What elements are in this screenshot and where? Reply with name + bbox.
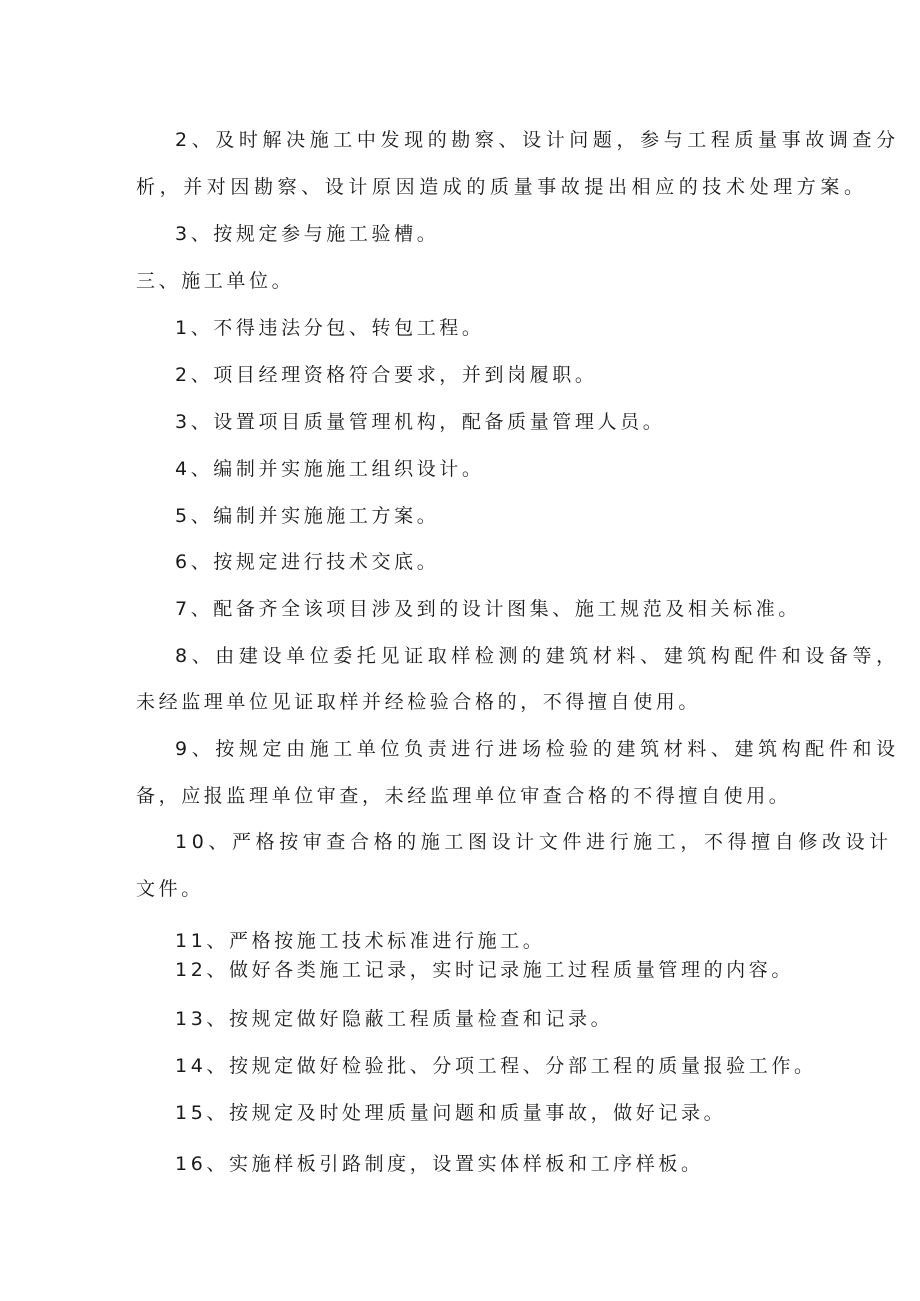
paragraph-line: 7、配备齐全该项目涉及到的设计图集、施工规范及相关标准。 xyxy=(175,598,801,620)
paragraph-line: 13、按规定做好隐蔽工程质量检查和记录。 xyxy=(175,1008,614,1030)
paragraph-line: 10、严格按审查合格的施工图设计文件进行施工，不得擅自修改设计 xyxy=(175,831,893,853)
section-heading: 三、施工单位。 xyxy=(136,270,295,292)
paragraph-line: 8、由建设单位委托见证取样检测的建筑材料、建筑构配件和设备等， xyxy=(175,645,900,667)
paragraph-line: 15、按规定及时处理质量问题和质量事故，做好记录。 xyxy=(175,1102,727,1124)
paragraph-line: 6、按规定进行技术交底。 xyxy=(175,551,440,573)
paragraph-line: 文件。 xyxy=(136,878,204,900)
paragraph-line: 未经监理单位见证取样并经检验合格的，不得擅自使用。 xyxy=(136,691,702,713)
paragraph-line: 1、不得违法分包、转包工程。 xyxy=(175,317,485,339)
paragraph-line: 2、项目经理资格符合要求，并到岗履职。 xyxy=(175,364,598,386)
paragraph-line: 11、严格按施工技术标准进行施工。 xyxy=(175,930,546,952)
paragraph-line: 9、按规定由施工单位负责进行进场检验的建筑材料、建筑构配件和设 xyxy=(175,738,900,760)
paragraph-line: 析，并对因勘察、设计原因造成的质量事故提出相应的技术处理方案。 xyxy=(136,176,868,198)
paragraph-line: 14、按规定做好检验批、分项工程、分部工程的质量报验工作。 xyxy=(175,1055,817,1077)
paragraph-line: 5、编制并实施施工方案。 xyxy=(175,505,440,527)
paragraph-line: 12、做好各类施工记录，实时记录施工过程质量管理的内容。 xyxy=(175,959,794,981)
paragraph-line: 4、编制并实施施工组织设计。 xyxy=(175,458,485,480)
paragraph-line: 备，应报监理单位审查，未经监理单位审查合格的不得擅自使用。 xyxy=(136,785,792,807)
paragraph-line: 16、实施样板引路制度，设置实体样板和工序样板。 xyxy=(175,1153,704,1175)
paragraph-line: 3、按规定参与施工验槽。 xyxy=(175,223,440,245)
paragraph-line: 3、设置项目质量管理机构，配备质量管理人员。 xyxy=(175,411,666,433)
paragraph-line: 2、及时解决施工中发现的勘察、设计问题，参与工程质量事故调查分 xyxy=(175,129,900,151)
